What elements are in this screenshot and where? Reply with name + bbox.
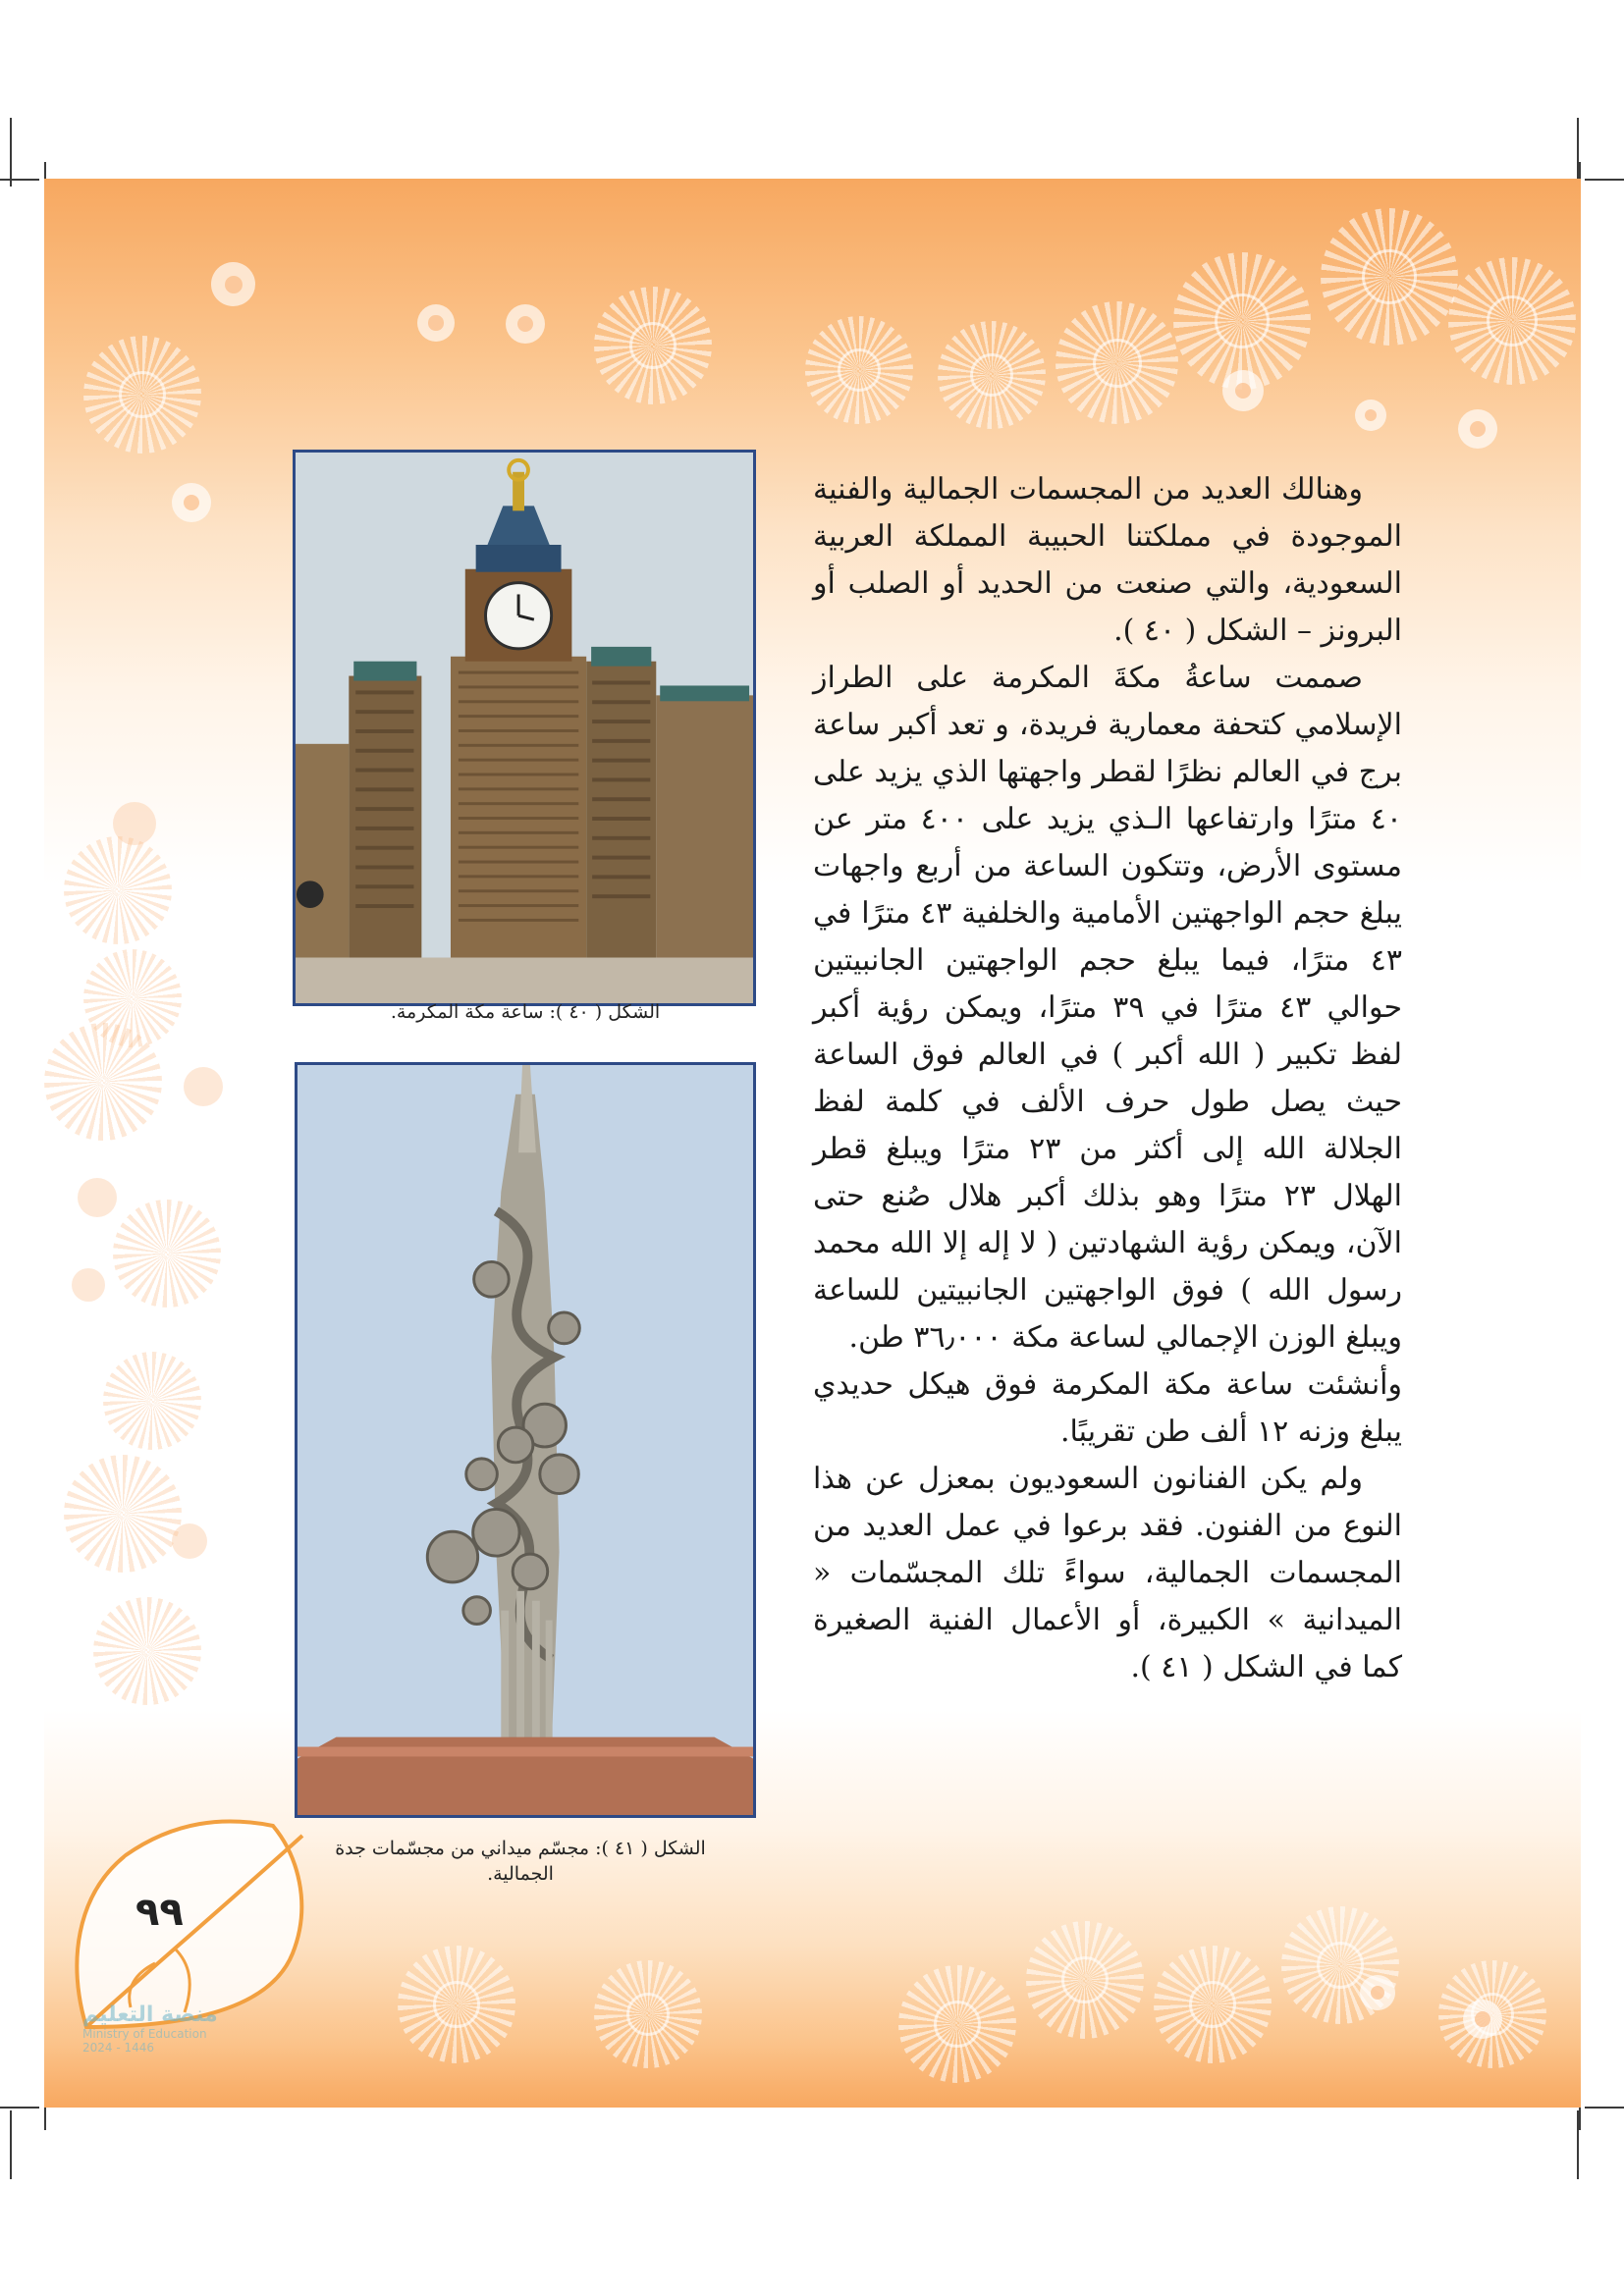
watermark-title: منصة التعليم: [82, 2002, 218, 2027]
sunburst-ornament: [1056, 301, 1178, 424]
sunburst-ornament: [211, 262, 255, 306]
sunburst-ornament: [78, 1178, 117, 1217]
figure-makkah-clock-tower: [293, 450, 756, 1006]
sunburst-ornament: [898, 1965, 1016, 2083]
crop-mark: [0, 2107, 39, 2109]
sunburst-ornament: [83, 336, 201, 454]
sunburst-ornament: [64, 1455, 182, 1573]
crop-mark: [10, 2110, 12, 2179]
sunburst-ornament: [594, 1960, 702, 2068]
sunburst-ornament: [1321, 208, 1458, 346]
paragraph: وأنشئت ساعة مكة المكرمة فوق هيكل حديدي يبلغ وزنه ١٢ ألف طن تقريبًا.: [813, 1367, 1402, 1449]
sunburst-ornament: [1360, 1975, 1395, 2010]
sunburst-ornament: [938, 321, 1046, 429]
watermark: [82, 2002, 279, 2055]
sunburst-ornament: [44, 1023, 162, 1141]
sunburst-ornament: [805, 316, 913, 424]
body-text: [813, 466, 1402, 1691]
sunburst-ornament: [103, 1352, 201, 1450]
page-number: ٩٩: [135, 1890, 184, 1935]
sunburst-ornament: [1463, 2000, 1502, 2039]
sunburst-ornament: [1173, 252, 1311, 390]
crop-mark: [1585, 2107, 1624, 2109]
watermark-ministry: Ministry of Education: [82, 2027, 207, 2041]
sunburst-ornament: [1355, 400, 1386, 431]
sunburst-ornament: [398, 1946, 515, 2063]
sunburst-ornament: [1222, 370, 1264, 411]
sunburst-ornament: [172, 483, 211, 522]
figure-jeddah-sculpture: [295, 1062, 756, 1818]
figure-41-caption: الشكل ( ٤١ ): مجسّم ميداني من مجسّمات جدة الجمالية.: [335, 1838, 706, 1885]
sunburst-ornament: [93, 1597, 201, 1705]
sunburst-ornament: [594, 287, 712, 404]
sunburst-ornament: [72, 1268, 105, 1302]
watermark-year: 2024 - 1446: [82, 2041, 155, 2055]
paragraph: صممت ساعةُ مكةَ المكرمة على الطراز الإسلامي كتحفة معمارية فريدة، و تعد أكبر ساعة برج في العالم نظرًا لقطر واجهتها الذي يزيد على ٤٠ مترًا وارتفاعها الـذي يزيد على ٤٠٠ متر عن مستوى الأرض، وتتكون الساعة من أربع واجهات يبلغ حجم الواجهتين الأمامية والخلفية ٤٣ مترًا في ٤٣ مترًا، فيما يبلغ حجم الواجهتين الجانبيتين حوالي ٤٣ مترًا في ٣٩ مترًا، ويمكن رؤية أكبر لفظ تكبير ( الله أكبر ) في العالم فوق الساعة حيث يصل طول حرف الألف في كلمة لفظ الجلالة الله إلى أكثر من ٢٣ مترًا ويبلغ قطر الهلال ٢٣ مترًا وهو بذلك أكبر هلال صُنع حتى الآن، ويمكن رؤية الشهادتين ( لا إله إلا الله محمد رسول الله ) فوق الواجهتين الجانبيتين للساعة ويبلغ الوزن الإجمالي لساعة مكة ٣٦٫٠٠٠ طن.: [813, 661, 1403, 1355]
sunburst-ornament: [1026, 1921, 1144, 2039]
sunburst-ornament: [172, 1523, 207, 1559]
crop-mark: [1585, 179, 1624, 181]
sunburst-ornament: [1458, 409, 1497, 449]
sunburst-ornament: [64, 836, 172, 944]
paragraph: ولم يكن الفنانون السعوديون بمعزل عن هذا النوع من الفنون. فقد برعوا في عمل العديد من المجسمات الجمالية، سواءً تلك المجسّمات « الميدانية » الكبيرة، أو الأعمال الفنية الصغيرة كما في الشكل ( ٤١ ).: [813, 1462, 1402, 1684]
crop-mark: [10, 118, 12, 187]
figure-40-caption: الشكل ( ٤٠ ): ساعة مكة المكرمة.: [390, 1001, 661, 1023]
paragraph: وهنالك العديد من المجسمات الجمالية والفنية الموجودة في مملكتنا الحبيبة المملكة العربية السعودية، والتي صنعت من الحديد أو الصلب أو البرونز – الشكل ( ٤٠ ).: [813, 472, 1402, 648]
sunburst-ornament: [417, 304, 455, 342]
sunburst-ornament: [506, 304, 545, 344]
sunburst-ornament: [1154, 1946, 1272, 2063]
sunburst-ornament: [1448, 257, 1576, 385]
sunburst-ornament: [113, 1200, 221, 1308]
crop-mark: [0, 179, 39, 181]
sunburst-ornament: [184, 1067, 223, 1106]
